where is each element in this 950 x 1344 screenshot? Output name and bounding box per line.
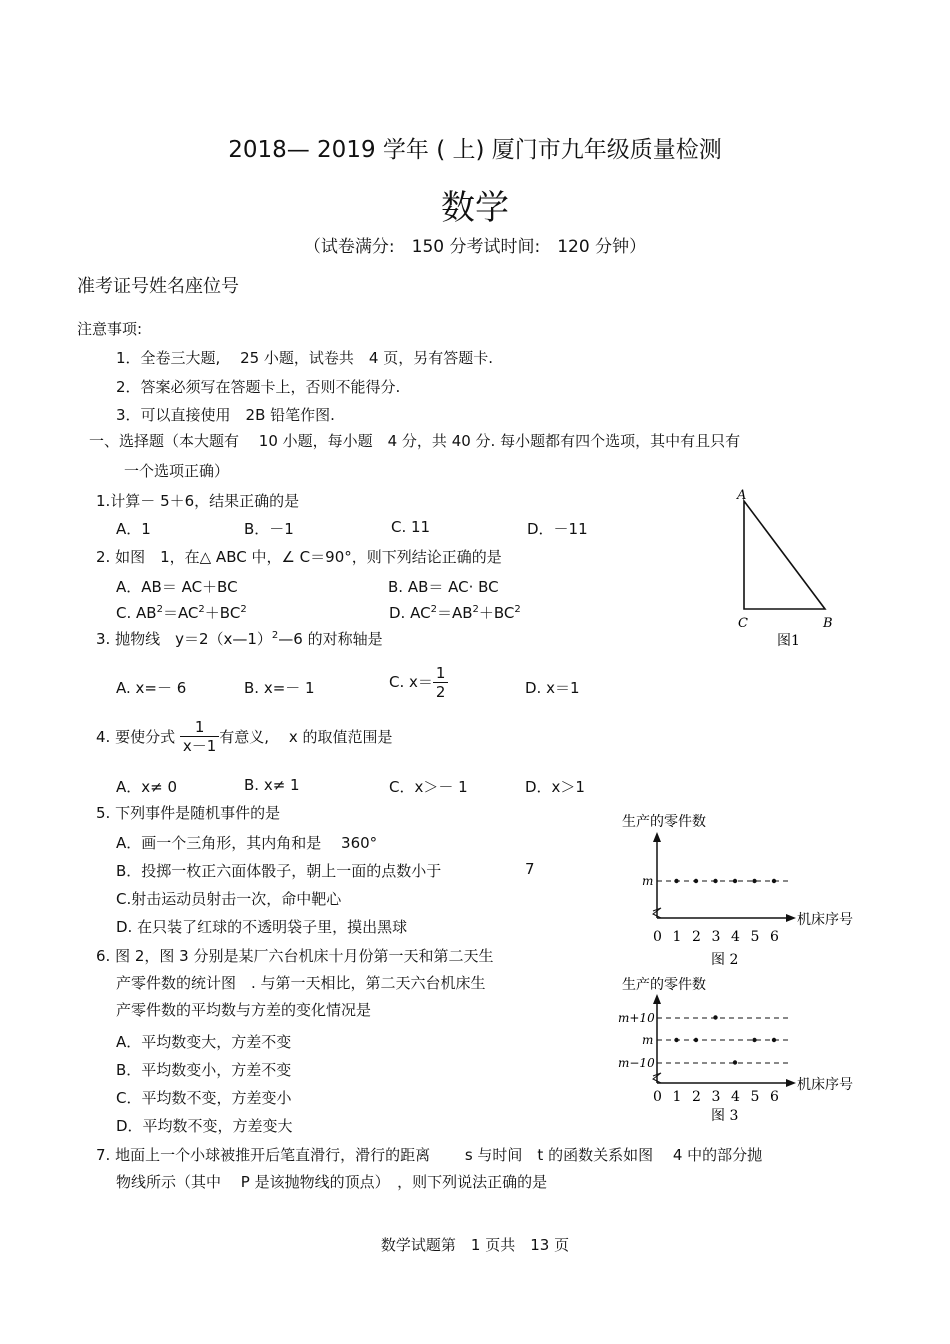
figure-3-caption: 图 3 (711, 1108, 739, 1124)
q4-option-c: C．x＞－ 1 (389, 778, 468, 796)
fig3-level-mid: m (642, 1033, 654, 1047)
question-4-stem: 4. 要使分式 $\frac{1}{x-1}$ 有意义, x 的取值范围是 (96, 718, 393, 755)
question-5-stem: 5. 下列事件是随机事件的是 (96, 804, 281, 822)
fig2-y-arrow (653, 832, 661, 842)
fig2-tick-3: 3 (711, 929, 721, 945)
fig3-level-lo: m−10 (618, 1056, 655, 1070)
question-1-stem: 1.计算－ 5＋6，结果正确的是 (96, 492, 300, 510)
question-7-stem-cont: 物线所示（其中 P 是该抛物线的顶点） ，则下列说法正确的是 (116, 1173, 548, 1191)
exam-title: 2018— 2019 学年 ( 上) 厦门市九年级质量检测 (228, 137, 722, 163)
q2-option-a: A．AB＝ AC＋BC (116, 578, 238, 596)
figure-1-triangle (725, 485, 845, 650)
fig3-x-arrow (786, 1079, 796, 1087)
fig3-tick-4: 4 (731, 1089, 740, 1105)
figure-2-chart (610, 808, 870, 973)
fig3-level-hi: m+10 (618, 1011, 655, 1025)
fig3-tick-3: 3 (711, 1089, 721, 1105)
fig3-y-arrow (653, 994, 661, 1004)
q4-option-a: A．x≠ 0 (116, 778, 178, 796)
fig3-point-machine-3 (713, 1015, 717, 1019)
figure-1-caption: 图1 (777, 633, 800, 649)
fig3-point-machine-4 (733, 1060, 737, 1064)
fig2-level-m: m (642, 874, 654, 888)
q6-option-a: A．平均数变大，方差不变 (116, 1033, 292, 1051)
q2-option-d: D. $AC^2=AB^2+BC^2$ (389, 604, 521, 622)
question-6-stem-cont: 产零件数的平均数与方差的变化情况是 (116, 1001, 372, 1019)
fig3-tick-labels (653, 1089, 779, 1105)
fig2-point-machine-4 (733, 879, 737, 883)
fig3-point-machine-2 (694, 1038, 698, 1042)
fig2-tick-6: 6 (770, 929, 779, 945)
question-2-stem: 2. 如图 1，在△ ABC 中，∠ C＝90°，则下列结论正确的是 (96, 548, 502, 566)
figure-2-caption: 图 2 (711, 952, 739, 968)
question-6-stem-cont: 产零件数的统计图 . 与第一天相比，第二天六台机床生 (116, 974, 486, 992)
figure-3-chart (610, 972, 870, 1132)
fig2-tick-1: 1 (672, 929, 682, 945)
q4-option-b: B. x≠ 1 (244, 776, 300, 794)
candidate-info: 准考证号姓名座位号 (77, 276, 239, 297)
q5-option-b: B．投掷一枚正六面体骰子，朝上一面的点数小于 (116, 862, 442, 880)
fig2-tick-5: 5 (750, 929, 760, 945)
fig2-tick-4: 4 (731, 929, 740, 945)
fig2-point-machine-3 (713, 879, 717, 883)
q1-option-c: C. 11 (391, 518, 431, 536)
fig3-y-axis-title: 生产的零件数 (622, 977, 706, 993)
q6-option-b: B．平均数变小，方差不变 (116, 1061, 292, 1079)
note-item: 3．可以直接使用 2B 铅笔作图. (116, 406, 335, 424)
fig2-tick-2: 2 (692, 929, 701, 945)
q3-option-b: B. x=－ 1 (244, 679, 315, 697)
fig2-point-machine-5 (752, 879, 756, 883)
q3-option-c: C. x＝ $\frac{1}{2}$ (389, 664, 448, 701)
fig2-point-machine-6 (772, 879, 776, 883)
q3-option-d: D. x＝1 (525, 679, 580, 697)
fig2-x-axis-title: 机床序号 (797, 912, 853, 928)
fig3-point-machine-6 (772, 1038, 776, 1042)
q6-option-c: C．平均数不变，方差变小 (116, 1089, 292, 1107)
q6-option-d: D．平均数不变，方差变大 (116, 1117, 293, 1135)
q2-option-b: B. AB＝ AC· BC (388, 578, 499, 596)
fig3-point-machine-5 (752, 1038, 756, 1042)
fig3-tick-5: 5 (750, 1089, 760, 1105)
q5-option-b-tail: 7 (525, 860, 535, 878)
fig3-x-axis-title: 机床序号 (797, 1077, 853, 1093)
q3-option-a: A. x=－ 6 (116, 679, 187, 697)
q5-option-d: D. 在只装了红球的不透明袋子里，摸出黑球 (116, 918, 408, 936)
q5-option-c: C.射击运动员射击一次，命中靶心 (116, 890, 342, 908)
note-item: 1．全卷三大题, 25 小题，试卷共 4 页，另有答题卡. (116, 349, 494, 367)
exam-meta: （试卷满分: 150 分考试时间: 120 分钟） (303, 237, 647, 257)
question-3-stem: 3. 抛物线 y＝2（x—1）$^2$—6 的对称轴是 (96, 630, 383, 648)
section-heading: 一、选择题（本大题有 10 小题，每小题 4 分，共 40 分. 每小题都有四个选项，其中有且只有 (89, 432, 741, 450)
vertex-c-label: C (738, 616, 748, 631)
q1-option-d: D．－11 (527, 520, 588, 538)
q4-option-d: D．x＞1 (525, 778, 585, 796)
fig2-tick-labels (653, 929, 779, 945)
q2-option-c: C. $AB^2=AC^2+BC^2$ (116, 604, 247, 622)
fig3-tick-1: 1 (672, 1089, 682, 1105)
notes-heading: 注意事项: (77, 320, 143, 338)
question-6-stem: 6. 图 2，图 3 分别是某厂六台机床十月份第一天和第二天生 (96, 947, 494, 965)
fig3-tick-0: 0 (653, 1089, 662, 1105)
fig2-tick-0: 0 (653, 929, 662, 945)
q5-option-a: A．画一个三角形，其内角和是 360° (116, 834, 378, 852)
fig3-tick-6: 6 (770, 1089, 779, 1105)
question-7-stem: 7. 地面上一个小球被推开后笔直滑行，滑行的距离 s 与时间 t 的函数关系如图 4 中的部分抛 (96, 1146, 763, 1164)
q1-option-b: B．－1 (244, 520, 294, 538)
section-heading-cont: 一个选项正确） (124, 462, 230, 480)
fig3-point-machine-1 (674, 1038, 678, 1042)
fig2-point-machine-1 (674, 879, 678, 883)
fig2-point-machine-2 (694, 879, 698, 883)
vertex-a-label: A (737, 488, 747, 503)
note-item: 2．答案必须写在答题卡上，否则不能得分. (116, 378, 401, 396)
q1-option-a: A．1 (116, 520, 151, 538)
fig2-x-arrow (786, 914, 796, 922)
vertex-b-label: B (823, 616, 833, 631)
subject-title: 数学 (441, 188, 509, 228)
triangle-abc (744, 501, 825, 609)
fig2-y-axis-title: 生产的零件数 (622, 814, 706, 830)
page-footer: 数学试题第 1 页共 13 页 (380, 1236, 570, 1254)
fig3-tick-2: 2 (692, 1089, 701, 1105)
